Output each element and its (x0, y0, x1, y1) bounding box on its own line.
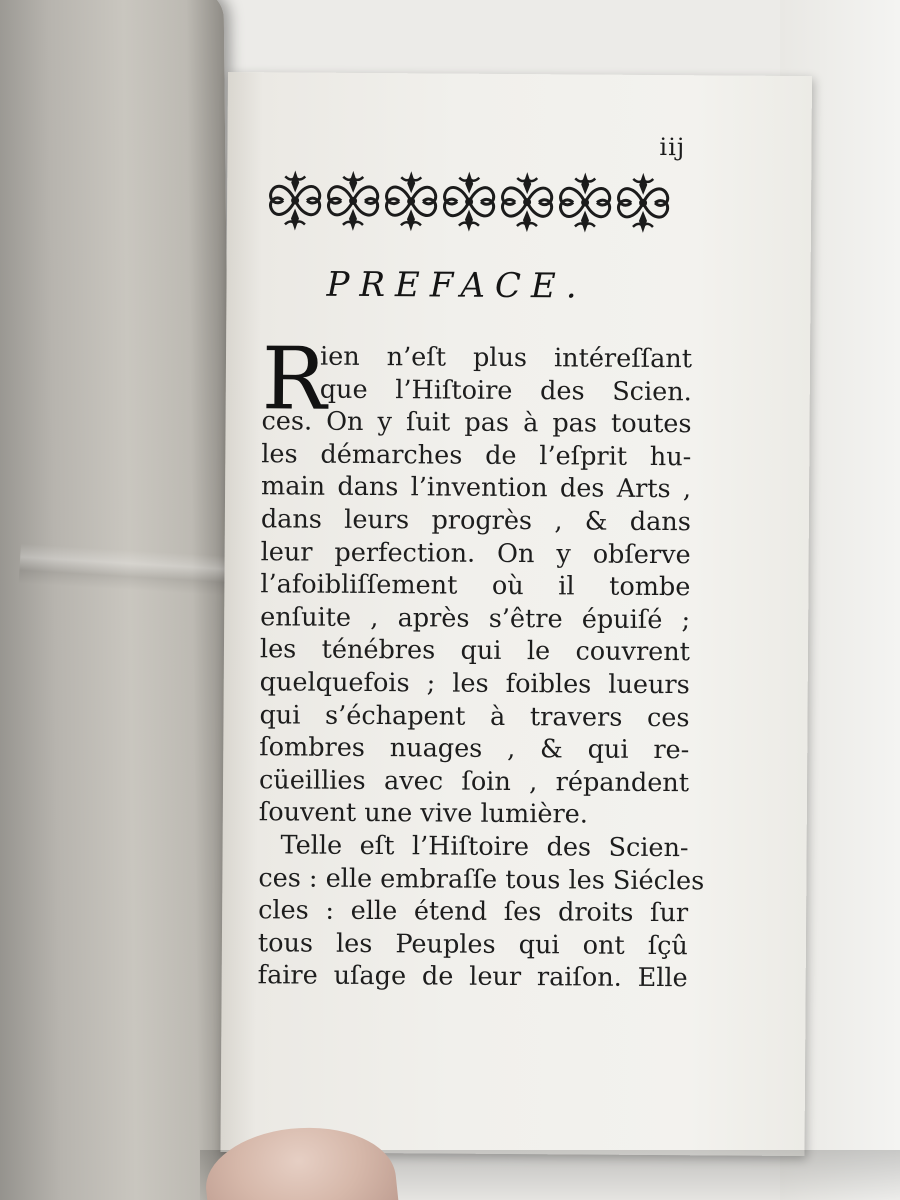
page-title: PREFACE. (326, 264, 587, 307)
text-line: Telle eſt l’Hiſtoire des Scien- (280, 830, 689, 864)
text-line: les démarches de l’eſprit hu- (261, 439, 692, 473)
text-line: ces : elle embraſſe tous les Siécles (258, 862, 705, 896)
page-number: iij (659, 133, 686, 162)
text-line: leur perfection. On y obſerve (260, 536, 691, 570)
text-line: qui s’échapent à travers ces (259, 699, 690, 733)
text-line: que l’Hiſtoire des Scien. (319, 374, 692, 407)
text-line: ien n’eſt plus intéreſſant (319, 341, 693, 375)
right-page (220, 72, 812, 1156)
page-crease (19, 544, 231, 596)
text-line: quelquefois ; les foibles lueurs (259, 667, 690, 701)
text-line: enſuite , après s’être épuiſé ; (260, 601, 691, 635)
text-line: tous les Peuples qui ont ſçû (257, 927, 689, 961)
text-line: cüeillies avec ſoin , répandent (258, 764, 690, 798)
left-page (0, 0, 236, 1200)
body-text (257, 329, 705, 995)
text-line: main dans l’invention des Arts , (261, 471, 692, 505)
drop-cap: R (261, 329, 327, 430)
text-line: ces. On y ſuit pas à pas toutes (261, 406, 692, 440)
text-line: ſouvent une vive lumière. (258, 797, 589, 830)
text-line: les ténébres qui le couvrent (259, 634, 691, 668)
text-line: ſombres nuages , & qui re- (259, 732, 690, 766)
text-line: l’afoibliſſement où il tombe (260, 569, 691, 603)
text-line: dans leurs progrès , & dans (260, 504, 691, 538)
text-line: cles : elle étend ſes droits ſur (258, 895, 689, 929)
ornamental-header-band (265, 162, 686, 241)
text-line: faire uſage de leur raiſon. Elle (257, 960, 688, 994)
